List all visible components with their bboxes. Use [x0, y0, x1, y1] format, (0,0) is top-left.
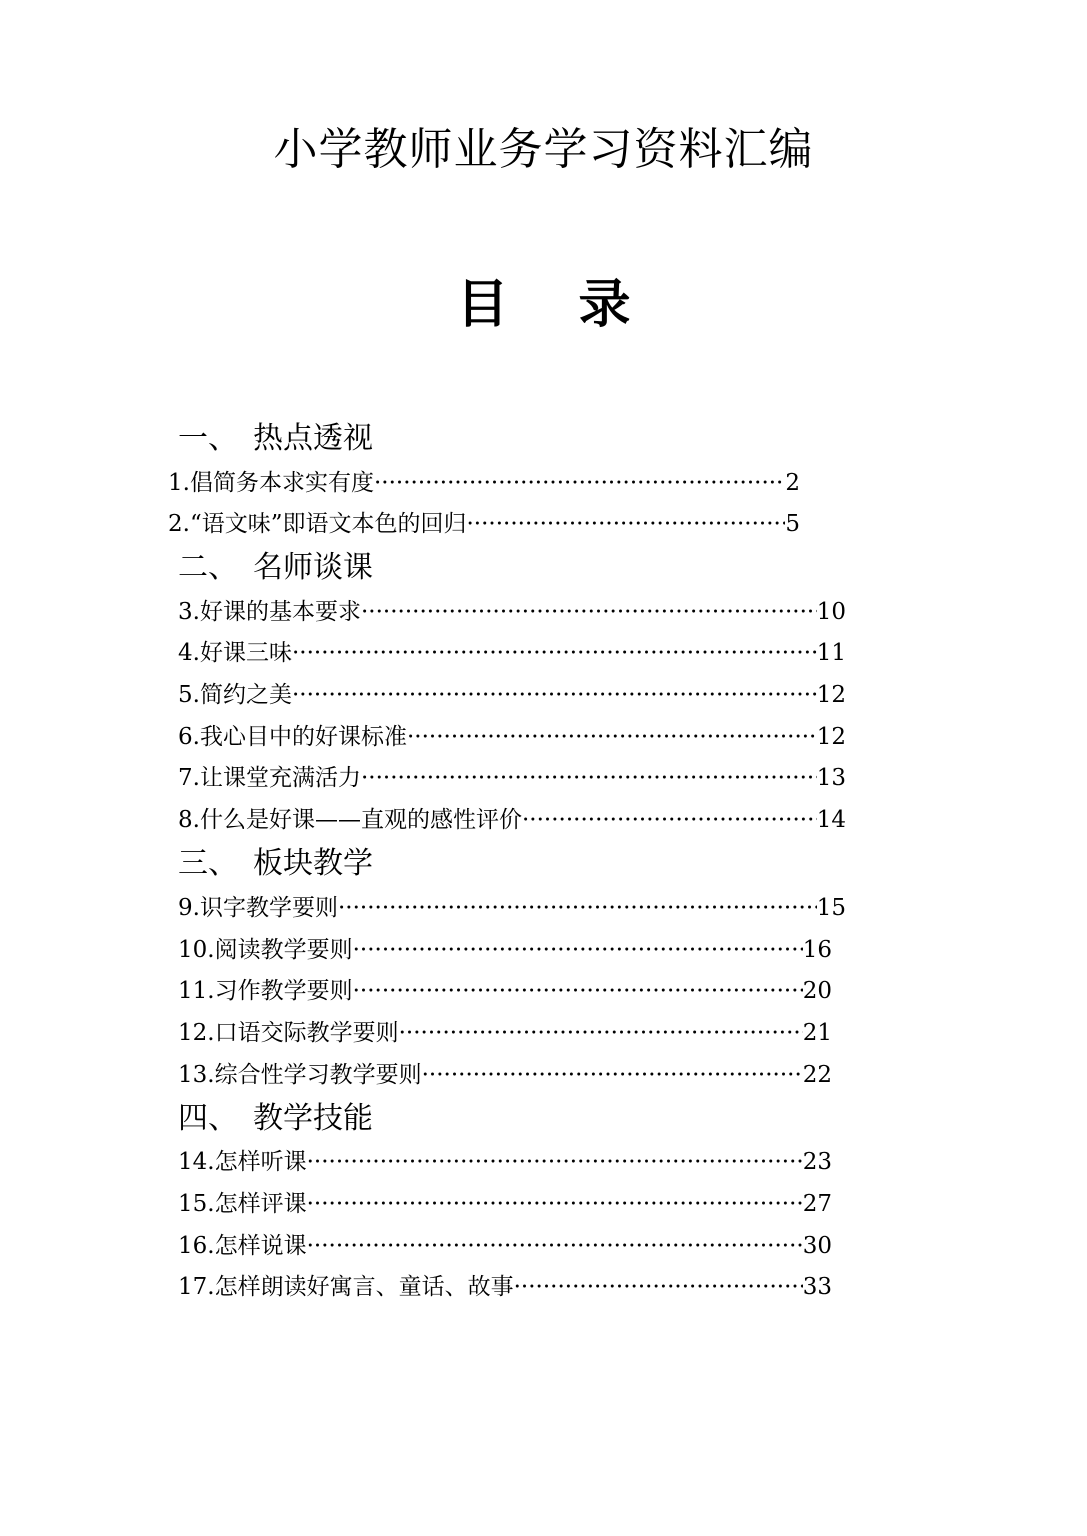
toc-entry-page: 12: [816, 682, 846, 708]
toc-entry-page: 30: [802, 1233, 832, 1259]
toc-heading: [0, 270, 1087, 340]
toc-entry-page: 14: [816, 807, 846, 833]
section-name: 板块教学: [253, 846, 373, 881]
toc-entry[interactable]: [178, 800, 846, 840]
toc-entry-page: 2: [785, 470, 800, 496]
toc-entry-label: 4.好课三味: [178, 640, 292, 666]
toc-leader-dots: [307, 1226, 803, 1266]
toc-entry-page: 22: [802, 1062, 832, 1088]
toc-heading-char: 录: [578, 274, 631, 335]
toc-leader-dots: [292, 633, 817, 673]
toc-entry[interactable]: [178, 675, 846, 715]
section-name: 名师谈课: [253, 550, 373, 585]
toc-entry-page: 11: [816, 640, 846, 666]
toc-entry-page: 33: [802, 1274, 832, 1300]
toc-section-heading: [178, 545, 373, 591]
toc-entry[interactable]: [178, 1142, 832, 1182]
toc-entry-label: 14.怎样听课: [178, 1149, 307, 1175]
toc-entry[interactable]: [178, 1013, 832, 1053]
section-name: 热点透视: [253, 421, 373, 456]
toc-entry-page: 20: [802, 978, 832, 1004]
toc-entry-page: 21: [802, 1020, 832, 1046]
toc-entry-page: 16: [802, 937, 832, 963]
section-number: 三、: [178, 846, 238, 881]
toc-entry-page: 23: [802, 1149, 832, 1175]
toc-leader-dots: [399, 1013, 803, 1053]
toc-entry[interactable]: [178, 1267, 832, 1307]
section-name: 教学技能: [253, 1101, 373, 1136]
toc-leader-dots: [407, 717, 817, 757]
toc-entry[interactable]: [178, 930, 832, 970]
toc-entry-label: 13.综合性学习教学要则: [178, 1062, 422, 1088]
section-number: 二、: [178, 550, 238, 585]
toc-leader-dots: [466, 504, 785, 544]
toc-section-heading: [178, 416, 373, 462]
toc-leader-dots: [374, 463, 785, 503]
toc-entry[interactable]: [168, 504, 800, 544]
section-number: 一、: [178, 421, 238, 456]
toc-entry-page: 13: [816, 765, 846, 791]
toc-entry-label: 2.“语文味”即语文本色的回归: [168, 511, 467, 537]
document-title: 小学教师业务学习资料汇编: [273, 124, 814, 175]
toc-leader-dots: [522, 800, 817, 840]
toc-leader-dots: [422, 1055, 803, 1095]
toc-entry-label: 16.怎样说课: [178, 1233, 307, 1259]
toc-entry-label: 8.什么是好课——直观的感性评价: [178, 807, 522, 833]
toc-entry[interactable]: [178, 1184, 832, 1224]
toc-section-heading: [178, 841, 373, 887]
toc-leader-dots: [338, 888, 817, 928]
toc-entry[interactable]: [178, 1226, 832, 1266]
toc-section-heading: [178, 1096, 373, 1142]
toc-entry[interactable]: [168, 463, 800, 503]
toc-entry-page: 5: [785, 511, 800, 537]
toc-entry-label: 15.怎样评课: [178, 1191, 307, 1217]
toc-entry-label: 1.倡简务本求实有度: [168, 470, 374, 496]
section-number: 四、: [178, 1101, 238, 1136]
toc-entry-page: 10: [816, 599, 846, 625]
toc-entry[interactable]: [178, 592, 846, 632]
toc-leader-dots: [361, 592, 817, 632]
toc-heading-char: 目: [456, 274, 509, 335]
toc-entry-label: 17.怎样朗读好寓言、童话、故事: [178, 1274, 514, 1300]
toc-leader-dots: [353, 971, 803, 1011]
toc-entry-label: 11.习作教学要则: [178, 978, 353, 1004]
toc-leader-dots: [307, 1184, 803, 1224]
toc-entry-page: 12: [816, 724, 846, 750]
toc-entry[interactable]: [178, 888, 846, 928]
toc-entry-page: 15: [816, 895, 846, 921]
toc-leader-dots: [307, 1142, 803, 1182]
toc-leader-dots: [361, 758, 817, 798]
toc-entry-label: 3.好课的基本要求: [178, 599, 361, 625]
toc-leader-dots: [514, 1267, 803, 1307]
toc-entry-label: 10.阅读教学要则: [178, 937, 353, 963]
toc-entry-label: 12.口语交际教学要则: [178, 1020, 399, 1046]
toc-entry-label: 9.识字教学要则: [178, 895, 338, 921]
toc-entry[interactable]: [178, 717, 846, 757]
toc-entry-label: 6.我心目中的好课标准: [178, 724, 407, 750]
toc-leader-dots: [353, 930, 803, 970]
toc-entry[interactable]: [178, 758, 846, 798]
toc-entry[interactable]: [178, 633, 846, 673]
toc-entry-page: 27: [802, 1191, 832, 1217]
toc-entry[interactable]: [178, 1055, 832, 1095]
toc-entry-label: 7.让课堂充满活力: [178, 765, 361, 791]
toc-entry[interactable]: [178, 971, 832, 1011]
toc-leader-dots: [292, 675, 817, 715]
toc-entry-label: 5.简约之美: [178, 682, 292, 708]
